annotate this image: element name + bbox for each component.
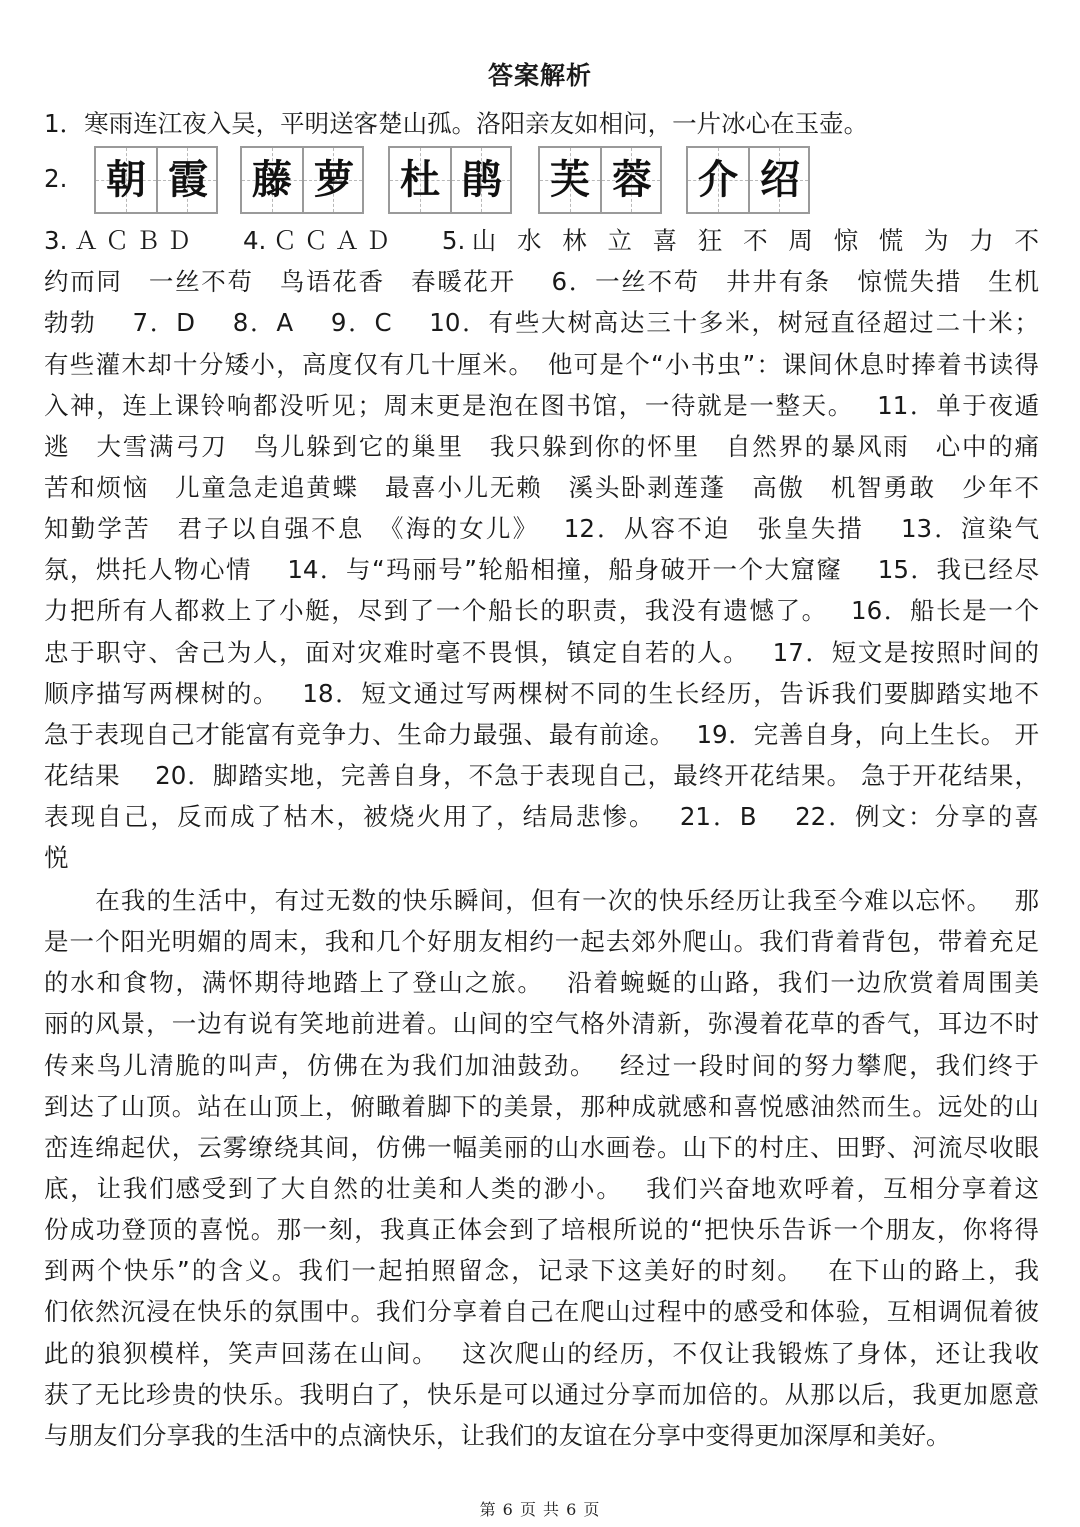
answers-line: 知勤学苦 君子以自强不息 《海的女儿》 12．从容不迫 张皇失措 13．渲染气 bbox=[44, 514, 1039, 543]
word-grid-1 bbox=[94, 146, 218, 214]
char-glyph: 绍 bbox=[760, 156, 800, 203]
answers-line: 有些灌木却十分矮小，高度仅有几十厘米。 他可是个“小书虫”：课间休息时捧着书读得 bbox=[44, 350, 1039, 379]
char-glyph: 霞 bbox=[168, 156, 208, 203]
char-glyph: 介 bbox=[698, 156, 738, 203]
essay-line: 是一个阳光明媚的周末，我和几个好朋友相约一起去郊外爬山。我们背着背包，带着充足 bbox=[44, 927, 1039, 956]
answers-line: 入神，连上课铃响都没听见；周末更是泡在图书馆，一待就是一整天。 11．单于夜遁 bbox=[44, 391, 1039, 420]
answer-q1: 1．寒雨连江夜入吴，平明送客楚山孤。洛阳亲友如相问，一片冰心在玉壶。 bbox=[44, 109, 869, 138]
essay-line: 底，让我们感受到了大自然的壮美和人类的渺小。 我们兴奋地欢呼着，互相分享着这 bbox=[44, 1174, 1039, 1203]
answer-q2 bbox=[44, 146, 844, 216]
answers-line: 逃 大雪满弓刀 鸟儿躲到它的巢里 我只躲到你的怀里 自然界的暴风雨 心中的痛 bbox=[44, 432, 1039, 461]
answers-line: 苦和烦恼 儿童急走追黄蝶 最喜小儿无赖 溪头卧剥莲蓬 高傲 机智勇敢 少年不 bbox=[44, 473, 1039, 502]
char-glyph: 藤 bbox=[252, 156, 292, 203]
char-glyph: 杜 bbox=[400, 156, 440, 203]
char-cell bbox=[302, 148, 362, 212]
char-cell bbox=[600, 148, 660, 212]
answers-line: 急于表现自己才能富有竞争力、生命力最强、最有前途。 19．完善自身，向上生长。 开 bbox=[44, 720, 1039, 749]
page-title: 答案解析 bbox=[487, 61, 592, 90]
word-grid-4 bbox=[538, 146, 662, 214]
essay-line: 在我的生活中，有过无数的快乐瞬间，但有一次的快乐经历让我至今难以忘怀。 那 bbox=[44, 886, 1039, 915]
essay-line: 到两个快乐”的含义。我们一起拍照留念，记录下这美好的时刻。 在下山的路上，我 bbox=[44, 1256, 1039, 1285]
char-cell bbox=[242, 148, 302, 212]
char-glyph: 芙 bbox=[550, 156, 590, 203]
answers-line: 表现自己，反而成了枯木，被烧火用了，结局悲惨。 21．B 22．例文：分享的喜 bbox=[44, 802, 1039, 831]
answers-line: 悦 bbox=[44, 843, 69, 872]
essay-line: 们依然沉浸在快乐的氛围中。我们分享着自己在爬山过程中的感受和体验，互相调侃着彼 bbox=[44, 1297, 1039, 1326]
char-cell bbox=[540, 148, 600, 212]
char-cell bbox=[156, 148, 216, 212]
answers-line: 忠于职守、舍己为人，面对灾难时毫不畏惧，镇定自若的人。 17．短文是按照时间的 bbox=[44, 638, 1039, 667]
char-cell bbox=[688, 148, 748, 212]
char-glyph: 鹃 bbox=[462, 156, 502, 203]
answers-line: 氛，烘托人物心情 14．与“玛丽号”轮船相撞，船身破开一个大窟窿 15．我已经尽 bbox=[44, 555, 1039, 584]
essay-line: 获了无比珍贵的快乐。我明白了，快乐是可以通过分享而加倍的。从那以后，我更加愿意 bbox=[44, 1380, 1039, 1409]
essay-line: 丽的风景，一边有说有笑地前进着。山间的空气格外清新，弥漫着花草的香气，耳边不时 bbox=[44, 1009, 1039, 1038]
word-grid-3 bbox=[388, 146, 512, 214]
word-grid-2 bbox=[240, 146, 364, 214]
char-glyph: 蓉 bbox=[612, 156, 652, 203]
word-grid-5 bbox=[686, 146, 810, 214]
answers-line: 顺序描写两棵树的。 18．短文通过写两棵树不同的生长经历，告诉我们要脚踏实地不 bbox=[44, 679, 1039, 708]
essay-line: 此的狼狈模样，笑声回荡在山间。 这次爬山的经历，不仅让我锻炼了身体，还让我收 bbox=[44, 1339, 1039, 1368]
essay-line: 与朋友们分享我的生活中的点滴快乐，让我们的友谊在分享中变得更加深厚和美好。 bbox=[44, 1421, 951, 1450]
essay-line: 份成功登顶的喜悦。那一刻，我真正体会到了培根所说的“把快乐告诉一个朋友，你将得 bbox=[44, 1215, 1039, 1244]
char-glyph: 萝 bbox=[314, 156, 354, 203]
q2-number: 2. bbox=[44, 164, 68, 193]
page-footer: 第 6 页 共 6 页 bbox=[479, 1500, 601, 1519]
essay-line: 传来鸟儿清脆的叫声，仿佛在为我们加油鼓劲。 经过一段时间的努力攀爬，我们终于 bbox=[44, 1051, 1039, 1080]
answers-line: 花结果 20．脚踏实地，完善自身，不急于表现自己，最终开花结果。 急于开花结果， bbox=[44, 761, 1039, 790]
char-cell bbox=[96, 148, 156, 212]
char-cell bbox=[748, 148, 808, 212]
answers-line: 勃勃 7．D 8．A 9．C 10．有些大树高达三十多米，树冠直径超过二十米； bbox=[44, 308, 1039, 337]
essay-line: 到达了山顶。站在山顶上，俯瞰着脚下的美景，那种成就感和喜悦感油然而生。远处的山 bbox=[44, 1092, 1039, 1121]
char-cell bbox=[450, 148, 510, 212]
char-cell bbox=[390, 148, 450, 212]
answers-line: 3.ＡＣＢＤ 4.ＣＣＡＤ 5.山 水 林 立 喜 狂 不 周 惊 慌 为 力 不 bbox=[44, 226, 1039, 255]
answers-line: 力把所有人都救上了小艇，尽到了一个船长的职责，我没有遗憾了。 16．船长是一个 bbox=[44, 596, 1039, 625]
essay-line: 的水和食物，满怀期待地踏上了登山之旅。 沿着蜿蜒的山路，我们一边欣赏着周围美 bbox=[44, 968, 1039, 997]
char-glyph: 朝 bbox=[106, 156, 146, 203]
answers-line: 约而同 一丝不苟 鸟语花香 春暖花开 6．一丝不苟 井井有条 惊慌失措 生机 bbox=[44, 267, 1039, 296]
essay-line: 峦连绵起伏，云雾缭绕其间，仿佛一幅美丽的山水画卷。山下的村庄、田野、河流尽收眼 bbox=[44, 1133, 1039, 1162]
